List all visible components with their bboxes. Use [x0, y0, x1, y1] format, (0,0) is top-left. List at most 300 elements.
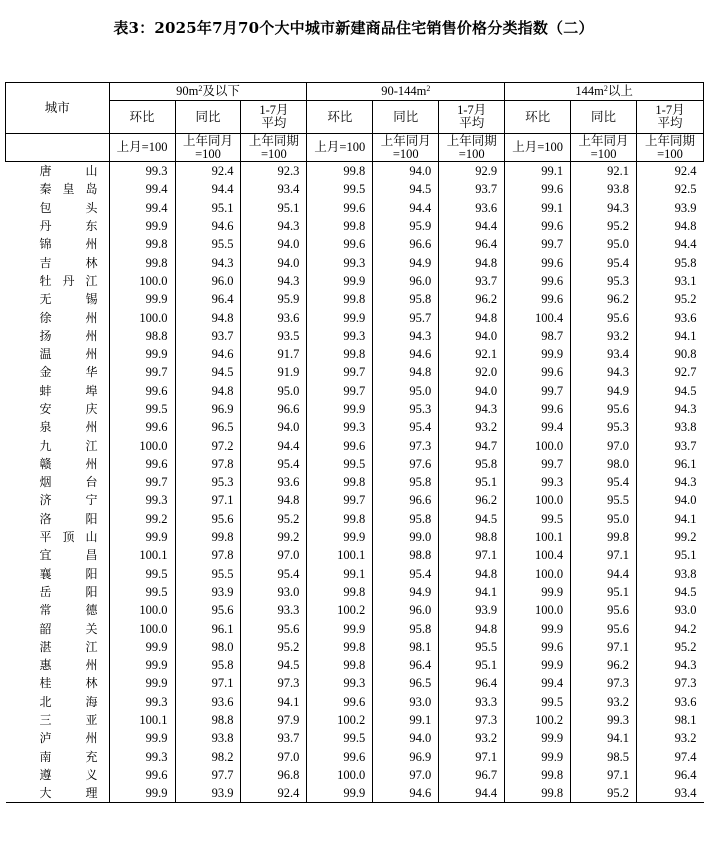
index-value: 100.1 [307, 546, 373, 564]
table-row [6, 619, 704, 637]
city-char: 华 [85, 365, 98, 380]
index-value: 99.6 [307, 693, 373, 711]
index-value: 96.0 [373, 601, 439, 619]
city-char: 蚌 [39, 383, 52, 398]
index-value: 99.2 [109, 510, 175, 528]
group-header-large [505, 83, 704, 101]
table-row [6, 363, 704, 381]
city-name [6, 491, 110, 509]
index-value: 99.9 [109, 674, 175, 692]
index-value: 99.3 [571, 711, 637, 729]
index-value: 98.5 [571, 748, 637, 766]
city-char: 州 [85, 347, 98, 362]
index-value: 97.6 [373, 455, 439, 473]
city-name [6, 327, 110, 345]
index-value: 95.8 [373, 473, 439, 491]
index-value: 99.7 [307, 363, 373, 381]
table-row [6, 235, 704, 253]
base-line2: =100 [261, 146, 287, 161]
index-value: 97.1 [439, 748, 505, 766]
index-value: 95.0 [571, 510, 637, 528]
index-value: 99.6 [109, 418, 175, 436]
table-row [6, 455, 704, 473]
index-value: 94.8 [373, 363, 439, 381]
index-value: 97.1 [439, 546, 505, 564]
index-value: 96.8 [241, 766, 307, 784]
city-char: 庆 [85, 402, 98, 416]
index-value: 93.8 [637, 565, 704, 583]
index-value: 97.4 [637, 748, 704, 766]
index-value: 94.4 [439, 784, 505, 803]
index-value: 95.9 [241, 290, 307, 308]
city-char: 昌 [85, 548, 98, 563]
base-label [637, 134, 704, 162]
city-char: 山 [85, 530, 98, 545]
city-name [6, 656, 110, 674]
city-char: 秦 [39, 182, 52, 197]
city-char: 徐 [39, 310, 52, 325]
table-row [6, 546, 704, 564]
index-value: 94.1 [637, 327, 704, 345]
index-value: 99.7 [505, 382, 571, 400]
index-value: 95.2 [241, 638, 307, 656]
index-value: 99.9 [307, 619, 373, 637]
index-value: 97.3 [637, 674, 704, 692]
subheader-yoy [571, 101, 637, 134]
city-char: 南 [39, 749, 52, 764]
index-value: 93.8 [175, 729, 241, 747]
base-label [241, 134, 307, 162]
table-row [6, 528, 704, 546]
city-name [6, 272, 110, 290]
index-value: 99.6 [307, 235, 373, 253]
index-value: 95.1 [637, 546, 704, 564]
index-value: 97.0 [241, 748, 307, 766]
index-value: 96.1 [175, 619, 241, 637]
city-char: 州 [85, 731, 98, 746]
city-char: 洛 [39, 511, 52, 526]
index-value: 97.7 [175, 766, 241, 784]
index-value: 100.0 [505, 565, 571, 583]
index-value: 99.9 [505, 345, 571, 363]
city-name [6, 345, 110, 363]
city-char: 州 [85, 420, 98, 435]
index-value: 96.2 [571, 656, 637, 674]
subheader-yoy [175, 101, 241, 134]
table-row [6, 491, 704, 509]
index-value: 99.3 [307, 674, 373, 692]
city-name [6, 546, 110, 564]
index-value: 94.8 [637, 217, 704, 235]
index-value: 93.9 [175, 784, 241, 803]
city-name [6, 784, 110, 803]
city-char: 烟 [39, 475, 52, 490]
city-name [6, 674, 110, 692]
table-row [6, 766, 704, 784]
index-value: 99.5 [307, 729, 373, 747]
city-char: 江 [85, 639, 98, 654]
index-value: 94.0 [241, 253, 307, 271]
city-char: 济 [39, 493, 52, 508]
city-name [6, 253, 110, 271]
index-value: 93.7 [439, 180, 505, 198]
index-value: 94.0 [373, 162, 439, 181]
index-value: 99.5 [109, 565, 175, 583]
subheader-line1: 1-7月 [457, 103, 487, 117]
city-name [6, 583, 110, 601]
index-value: 92.3 [241, 162, 307, 181]
index-value: 96.2 [439, 491, 505, 509]
index-value: 99.9 [109, 290, 175, 308]
index-value: 99.0 [373, 528, 439, 546]
city-name [6, 382, 110, 400]
index-value: 99.4 [505, 418, 571, 436]
index-value: 92.1 [571, 162, 637, 181]
index-value: 93.4 [637, 784, 704, 803]
index-value: 94.4 [439, 217, 505, 235]
city-char: 桂 [39, 676, 52, 691]
index-value: 94.6 [175, 345, 241, 363]
city-char: 阳 [85, 511, 98, 526]
city-char: 锡 [85, 292, 98, 307]
index-value: 93.6 [637, 308, 704, 326]
subheader-line1: 环比 [129, 109, 155, 124]
index-value: 99.3 [505, 473, 571, 491]
base-label [109, 134, 175, 162]
index-value: 95.2 [571, 784, 637, 803]
index-value: 99.8 [109, 235, 175, 253]
city-name [6, 510, 110, 528]
index-value: 97.2 [175, 436, 241, 454]
index-value: 93.4 [571, 345, 637, 363]
index-value: 93.4 [241, 180, 307, 198]
subheader-line1: 环比 [327, 109, 353, 124]
city-char: 州 [85, 456, 98, 471]
index-value: 95.2 [637, 638, 704, 656]
index-value: 99.6 [307, 199, 373, 217]
table-row [6, 272, 704, 290]
city-char: 充 [85, 749, 98, 764]
city-char: 关 [85, 621, 98, 636]
index-value: 99.6 [109, 766, 175, 784]
index-value: 99.8 [307, 217, 373, 235]
index-value: 97.1 [175, 491, 241, 509]
index-value: 100.4 [505, 546, 571, 564]
city-char: 包 [39, 200, 52, 215]
index-value: 94.3 [637, 656, 704, 674]
index-value: 93.9 [637, 199, 704, 217]
index-value: 94.3 [241, 272, 307, 290]
index-value: 92.5 [637, 180, 704, 198]
city-name [6, 217, 110, 235]
city-char: 吉 [39, 255, 52, 270]
index-value: 99.3 [307, 327, 373, 345]
base-line1: 上月=100 [512, 140, 564, 154]
index-value: 100.0 [109, 272, 175, 290]
index-value: 99.5 [505, 693, 571, 711]
index-value: 95.2 [571, 217, 637, 235]
index-value: 92.0 [439, 363, 505, 381]
index-value: 95.1 [439, 473, 505, 491]
index-value: 94.4 [571, 565, 637, 583]
index-value: 95.2 [637, 290, 704, 308]
city-char: 德 [85, 603, 98, 618]
index-value: 100.0 [505, 436, 571, 454]
index-value: 99.9 [505, 656, 571, 674]
base-label [307, 134, 373, 162]
index-value: 96.6 [373, 235, 439, 253]
index-value: 95.8 [373, 510, 439, 528]
index-value: 99.9 [109, 217, 175, 235]
table-row [6, 510, 704, 528]
index-value: 97.1 [175, 674, 241, 692]
subheader-line1: 同比 [393, 109, 419, 124]
city-name [6, 418, 110, 436]
index-value: 94.5 [175, 363, 241, 381]
table-row [6, 180, 704, 198]
index-value: 94.5 [439, 510, 505, 528]
city-char: 海 [85, 694, 98, 709]
index-value: 96.5 [373, 674, 439, 692]
index-value: 90.8 [637, 345, 704, 363]
city-char: 阳 [85, 566, 98, 581]
index-value: 97.8 [175, 455, 241, 473]
subheader-line1: 环比 [525, 109, 551, 124]
index-value: 94.5 [373, 180, 439, 198]
city-char: 岛 [85, 182, 98, 197]
table-row [6, 729, 704, 747]
group-header-medium [307, 83, 505, 101]
index-value: 96.9 [175, 400, 241, 418]
city-char: 顶 [62, 530, 75, 545]
base-label [175, 134, 241, 162]
index-value: 94.3 [637, 473, 704, 491]
index-value: 99.8 [571, 528, 637, 546]
city-char: 宁 [85, 493, 98, 508]
index-value: 99.9 [109, 528, 175, 546]
index-value: 99.6 [109, 455, 175, 473]
subheader-mom [505, 101, 571, 134]
index-value: 93.7 [175, 327, 241, 345]
city-char: 宜 [39, 548, 52, 563]
index-value: 93.0 [637, 601, 704, 619]
city-name [6, 235, 110, 253]
index-value: 94.5 [637, 382, 704, 400]
city-char: 州 [85, 328, 98, 343]
group-header-medium-sup: 2 [426, 84, 431, 93]
index-value: 99.9 [109, 784, 175, 803]
index-value: 94.6 [175, 217, 241, 235]
index-value: 94.5 [241, 656, 307, 674]
index-value: 94.3 [175, 253, 241, 271]
city-name [6, 436, 110, 454]
index-value: 99.8 [505, 766, 571, 784]
index-value: 99.2 [241, 528, 307, 546]
city-char: 唐 [39, 164, 52, 179]
index-value: 95.8 [373, 619, 439, 637]
index-value: 96.4 [439, 674, 505, 692]
table-title: 表3：2025年7月70个大中城市新建商品住宅销售价格分类指数（二） [113, 19, 594, 37]
table-row [6, 693, 704, 711]
city-char: 林 [85, 676, 98, 691]
city-char: 东 [85, 219, 98, 234]
index-value: 99.8 [307, 656, 373, 674]
city-char: 山 [85, 164, 98, 179]
index-value: 94.8 [439, 253, 505, 271]
index-value: 97.3 [571, 674, 637, 692]
index-value: 93.6 [241, 473, 307, 491]
index-value: 98.8 [439, 528, 505, 546]
index-value: 93.8 [637, 418, 704, 436]
index-value: 99.4 [109, 180, 175, 198]
index-value: 95.8 [637, 253, 704, 271]
index-value: 100.0 [109, 436, 175, 454]
index-value: 99.6 [307, 436, 373, 454]
index-value: 96.4 [373, 656, 439, 674]
index-value: 99.7 [307, 382, 373, 400]
city-name [6, 601, 110, 619]
index-value: 99.1 [505, 162, 571, 181]
city-char: 赣 [39, 456, 52, 471]
index-value: 96.0 [373, 272, 439, 290]
index-value: 98.8 [109, 327, 175, 345]
index-value: 98.7 [505, 327, 571, 345]
index-value: 92.4 [175, 162, 241, 181]
base-line2: =100 [458, 146, 485, 161]
group-header-small [109, 83, 307, 101]
index-value: 99.9 [307, 528, 373, 546]
index-value: 93.9 [439, 601, 505, 619]
index-value: 96.9 [373, 748, 439, 766]
index-value: 94.3 [241, 217, 307, 235]
index-value: 99.5 [109, 400, 175, 418]
table-row [6, 601, 704, 619]
index-value: 99.7 [109, 363, 175, 381]
index-value: 95.5 [175, 235, 241, 253]
index-value: 95.5 [571, 491, 637, 509]
index-value: 99.6 [505, 363, 571, 381]
city-char: 温 [39, 347, 52, 362]
index-value: 95.6 [241, 619, 307, 637]
index-value: 94.7 [439, 436, 505, 454]
index-value: 99.7 [109, 473, 175, 491]
index-value: 94.4 [373, 199, 439, 217]
index-value: 99.3 [109, 162, 175, 181]
index-value: 99.6 [505, 400, 571, 418]
table-row [6, 656, 704, 674]
subheader-line1: 1-7月 [655, 103, 685, 117]
index-value: 99.5 [307, 180, 373, 198]
index-value: 93.0 [241, 583, 307, 601]
index-value: 99.7 [307, 491, 373, 509]
city-char: 韶 [39, 621, 52, 636]
index-value: 94.8 [439, 565, 505, 583]
table-header [6, 83, 704, 162]
city-char: 牡 [39, 273, 52, 288]
city-name [6, 528, 110, 546]
city-char: 遵 [39, 767, 52, 782]
index-value: 97.8 [175, 546, 241, 564]
group-header-medium-base: 90-144m [381, 84, 427, 98]
index-value: 99.8 [307, 290, 373, 308]
index-value: 96.4 [175, 290, 241, 308]
base-row [6, 134, 704, 162]
city-name [6, 308, 110, 326]
city-name [6, 199, 110, 217]
city-name [6, 619, 110, 637]
city-name [6, 363, 110, 381]
index-value: 99.3 [109, 748, 175, 766]
index-value: 98.8 [373, 546, 439, 564]
index-value: 93.3 [439, 693, 505, 711]
group-header-large-sup: 2 [603, 84, 608, 93]
base-line2: =100 [392, 146, 419, 161]
city-char: 江 [85, 438, 98, 453]
index-value: 97.1 [571, 766, 637, 784]
group-header-small-base: 90m [176, 84, 199, 98]
index-value: 93.6 [637, 693, 704, 711]
index-value: 99.6 [505, 638, 571, 656]
index-value: 95.6 [571, 601, 637, 619]
index-value: 95.1 [175, 199, 241, 217]
index-value: 100.2 [307, 711, 373, 729]
index-value: 94.8 [439, 619, 505, 637]
index-value: 100.1 [505, 528, 571, 546]
table-row [6, 473, 704, 491]
index-value: 96.7 [439, 766, 505, 784]
index-value: 93.8 [571, 180, 637, 198]
subheader-row [6, 101, 704, 134]
city-char: 常 [39, 603, 52, 618]
index-value: 95.0 [241, 382, 307, 400]
index-value: 99.9 [505, 729, 571, 747]
index-value: 93.7 [637, 436, 704, 454]
city-char: 北 [39, 694, 52, 709]
base-line1: 上年同期 [248, 133, 299, 148]
base-line2: =100 [195, 146, 221, 161]
city-char: 皇 [62, 182, 75, 197]
index-value: 99.9 [307, 400, 373, 418]
index-value: 95.9 [373, 217, 439, 235]
city-char: 头 [85, 200, 98, 215]
index-value: 94.9 [373, 253, 439, 271]
group-header-large-base: 144m [575, 84, 604, 98]
index-value: 99.3 [307, 253, 373, 271]
table-row [6, 418, 704, 436]
base-line1: 上年同月 [380, 133, 431, 148]
index-value: 94.8 [175, 382, 241, 400]
table-row [6, 382, 704, 400]
subheader-yoy [373, 101, 439, 134]
index-value: 97.0 [373, 766, 439, 784]
index-value: 99.3 [307, 418, 373, 436]
table-row [6, 638, 704, 656]
index-value: 97.0 [241, 546, 307, 564]
index-value: 95.2 [241, 510, 307, 528]
city-char: 襄 [39, 566, 52, 581]
index-value: 99.1 [373, 711, 439, 729]
index-value: 95.0 [373, 382, 439, 400]
index-value: 96.6 [241, 400, 307, 418]
index-value: 95.4 [571, 253, 637, 271]
index-value: 95.6 [175, 510, 241, 528]
group-header-large-suffix: 以上 [607, 84, 633, 98]
index-value: 95.3 [571, 418, 637, 436]
index-value: 99.6 [505, 217, 571, 235]
city-char: 江 [85, 273, 98, 288]
index-value: 99.6 [505, 272, 571, 290]
index-value: 95.5 [439, 638, 505, 656]
